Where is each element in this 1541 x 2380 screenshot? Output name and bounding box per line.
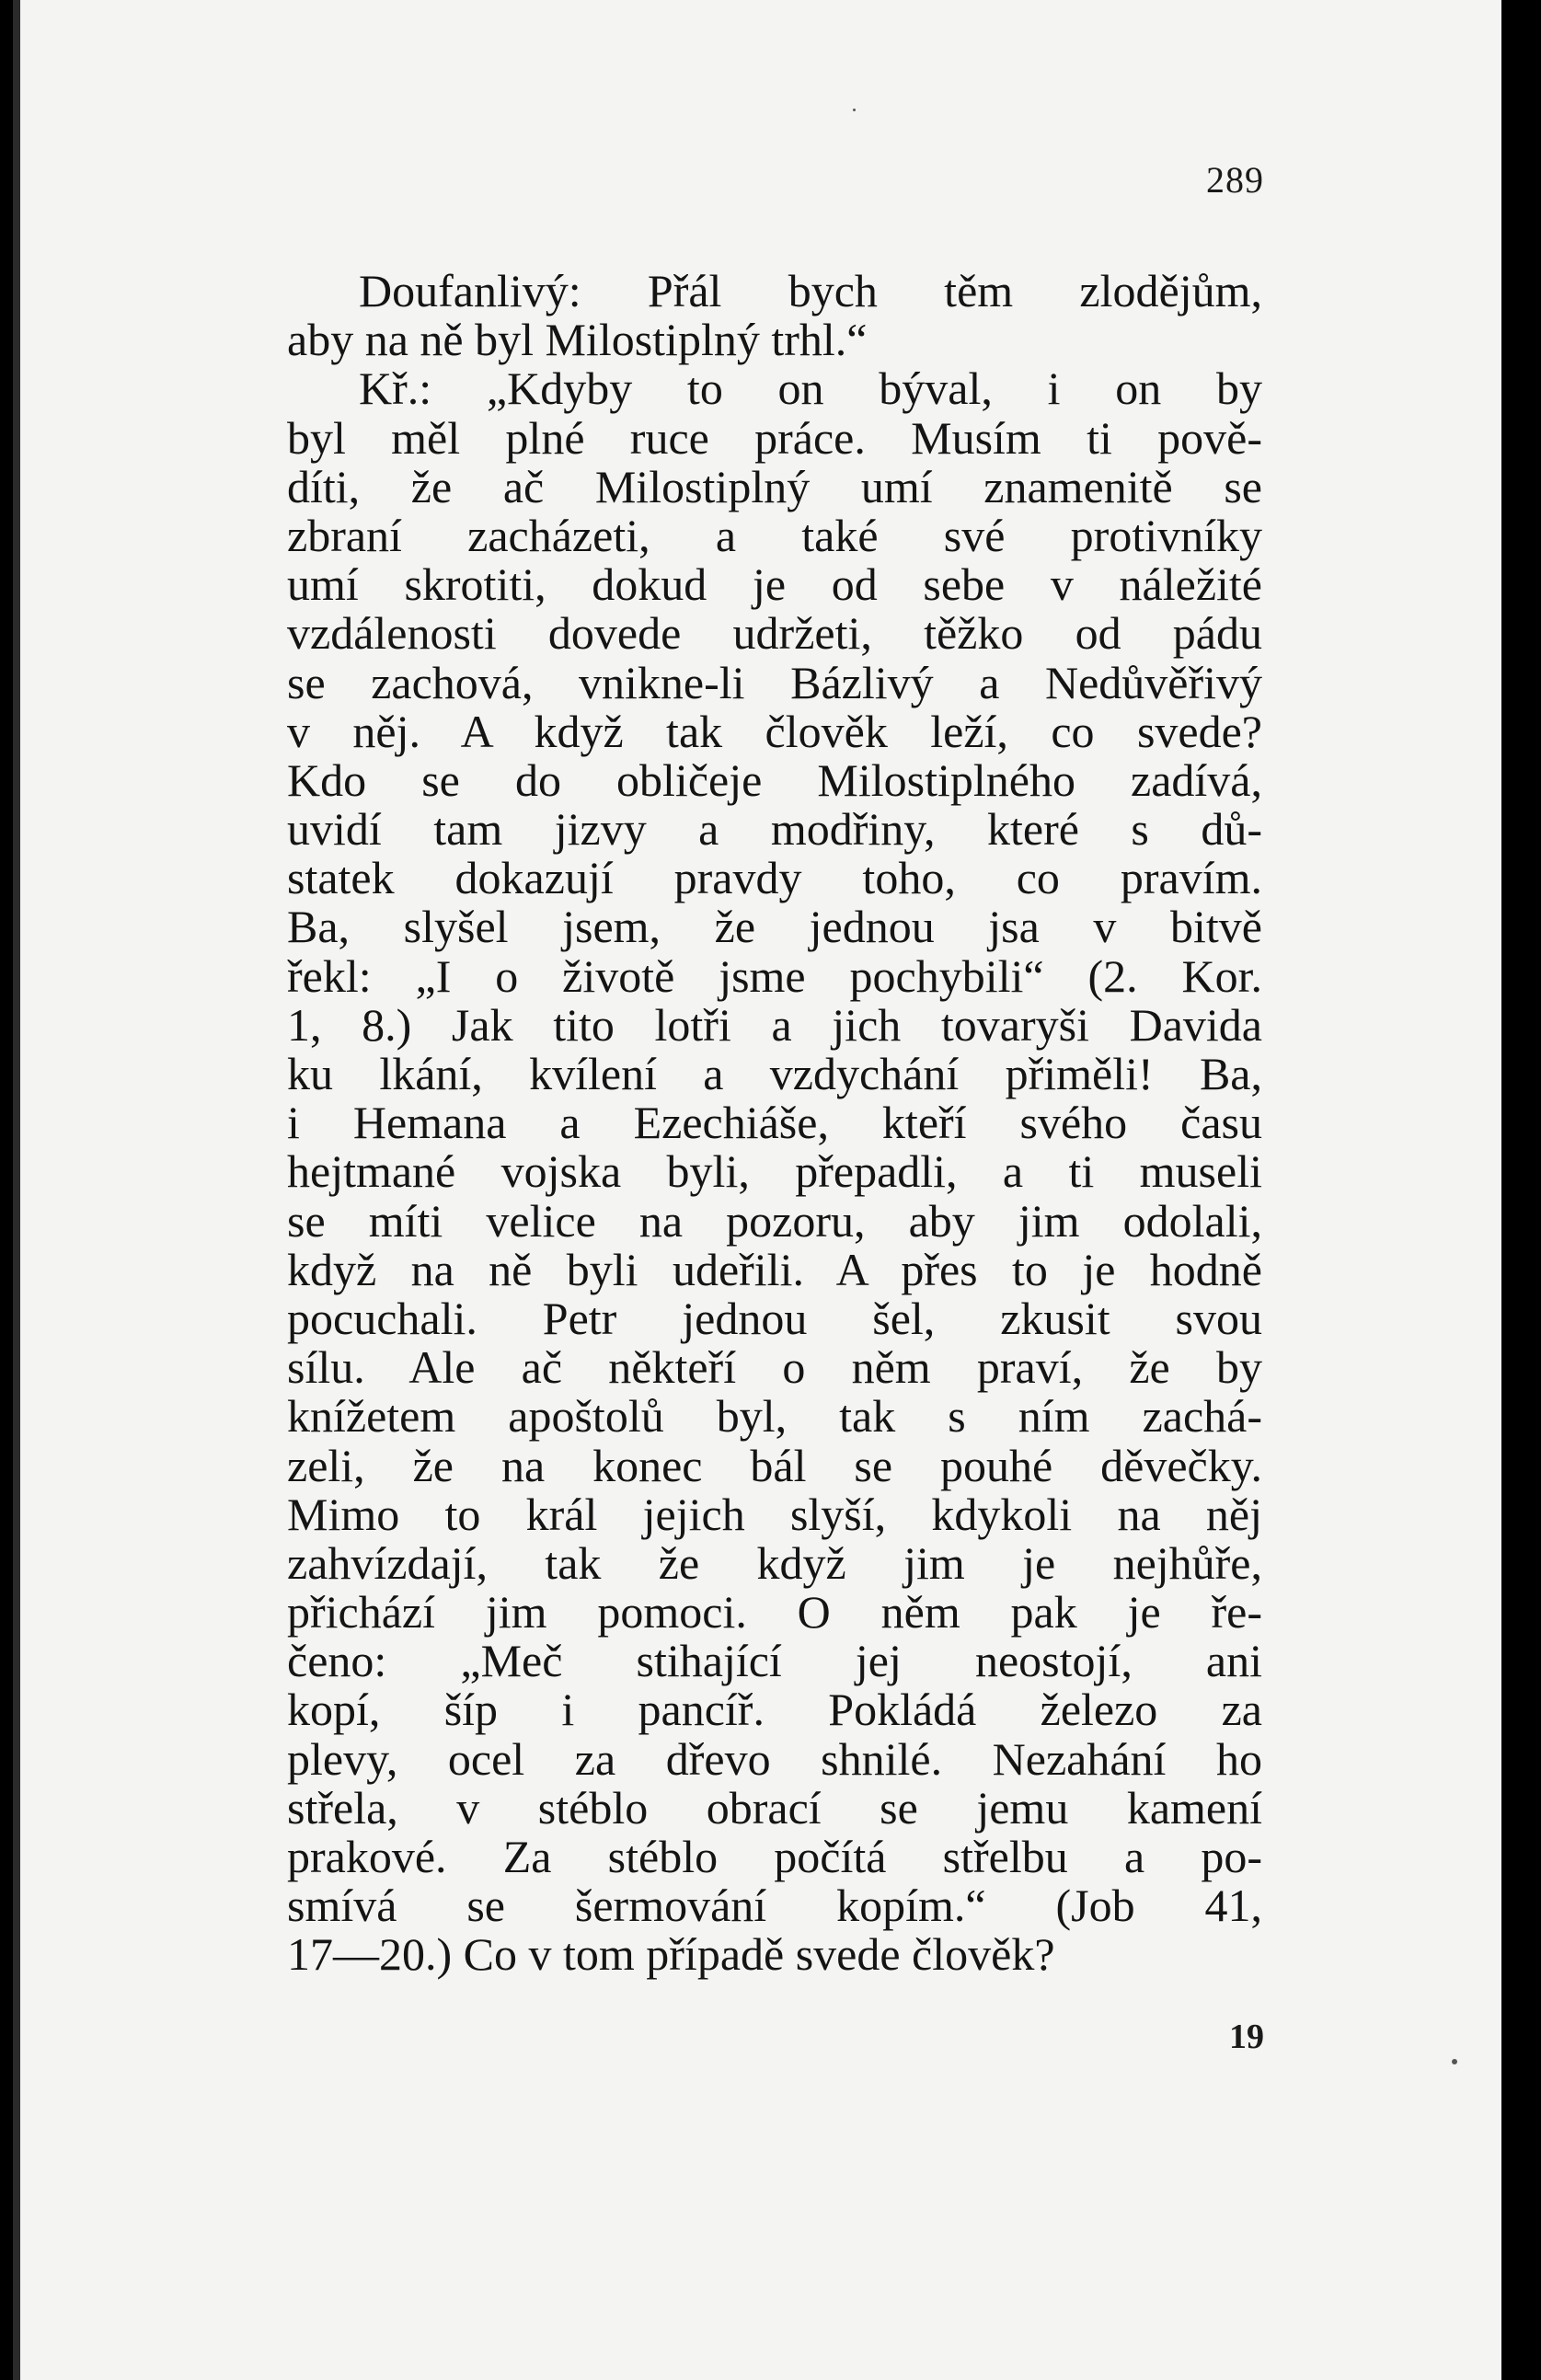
text-line: smívá se šermování kopím.“ (Job 41, (287, 1880, 1262, 1932)
text-line: zeli, že na konec bál se pouhé děvečky. (287, 1439, 1262, 1491)
text-line: Kř.: „Kdyby to on býval, i on by (359, 362, 1262, 415)
text-line: prakové. Za stéblo počítá střelbu a po- (287, 1831, 1262, 1882)
text-line: Doufanlivý: Přál bych těm zlodějům, (359, 265, 1262, 316)
text-line: statek dokazují pravdy toho, co pravím. (287, 852, 1262, 904)
text-line: se míti velice na pozoru, aby jim odolali, (287, 1194, 1262, 1247)
paper-speck (853, 109, 856, 111)
paper-speck (1452, 2059, 1457, 2064)
text-line: 1, 8.) Jak tito lotři a jich tovaryši Davida (287, 998, 1262, 1051)
text-line: knížetem apoštolů byl, tak s ním zachá- (287, 1390, 1262, 1443)
page-number: 289 (1206, 159, 1264, 201)
text-line: aby na ně byl Milostiplný trhl.“ (287, 314, 868, 366)
text-line: kopí, šíp i pancíř. Pokládá železo za (287, 1684, 1262, 1736)
text-line: se zachová, vnikne-li Bázlivý a Nedůvěřivý (287, 656, 1262, 708)
signature-mark: 19 (1229, 2018, 1264, 2056)
text-line: i Hemana a Ezechiáše, kteří svého času (287, 1097, 1262, 1149)
text-line: Kdo se do obličeje Milostiplného zadívá, (287, 753, 1262, 806)
text-line: zbraní zacházeti, a také své protivníky (287, 509, 1262, 561)
text-line: pocuchali. Petr jednou šel, zkusit svou (287, 1292, 1262, 1344)
text-line: když na ně byli udeřili. A přes to je hodně (287, 1243, 1262, 1295)
text-line: umí skrotiti, dokud je od sebe v náležité (287, 558, 1262, 611)
text-line: řekl: „I o životě jsme pochybili“ (2. Kor. (287, 949, 1262, 1002)
text-line: přichází jim pomoci. O něm pak je ře- (287, 1586, 1262, 1638)
text-line: byl měl plné ruce práce. Musím ti pově- (287, 411, 1262, 464)
text-line: Ba, slyšel jsem, že jednou jsa v bitvě (287, 901, 1262, 953)
text-line: ku lkání, kvílení a vzdychání přiměli! Ba, (287, 1048, 1262, 1099)
text-line: v něj. A když tak člověk leží, co svede? (287, 705, 1262, 757)
text-line: sílu. Ale ač někteří o něm praví, že by (287, 1341, 1262, 1394)
body-text (287, 267, 1262, 1980)
text-line: Mimo to král jejich slyší, kdykoli na něj (287, 1488, 1262, 1540)
text-line: čeno: „Meč stihající jej neostojí, ani (287, 1635, 1262, 1687)
text-line: hejtmané vojska byli, přepadli, a ti museli (287, 1145, 1262, 1198)
text-line: díti, že ač Milostiplný umí znamenitě se (287, 460, 1262, 512)
text-line: plevy, ocel za dřevo shnilé. Nezahání ho (287, 1732, 1262, 1785)
text-line: střela, v stéblo obrací se jemu kamení (287, 1781, 1262, 1834)
book-page (20, 0, 1501, 2380)
scan-edge (13, 0, 20, 2380)
text-line: vzdálenosti dovede udržeti, těžko od pádu (287, 607, 1262, 660)
text-line: uvidí tam jizvy a modřiny, které s dů- (287, 803, 1262, 856)
text-line: 17—20.) Co v tom případě svede člověk? (287, 1928, 1055, 1981)
text-line: zahvízdají, tak že když jim je nejhůře, (287, 1536, 1262, 1589)
